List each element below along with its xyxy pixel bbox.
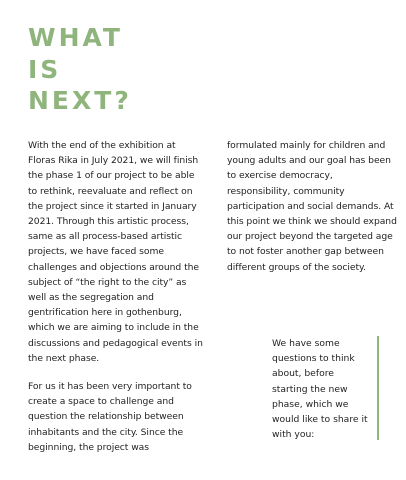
- body-paragraph: formulated mainly for children and young adults and our goal has been to exercise democracy, responsibility, community participation and social demands. At this point we think we should expand our project beyond the targeted age to not foster another gap between different groups of the society.: [227, 140, 397, 273]
- title-line-what: WHAT: [28, 23, 123, 52]
- callout-accent-bar: [377, 336, 379, 440]
- title-line-is: IS: [28, 54, 62, 84]
- callout-text: [272, 336, 368, 442]
- body-paragraph: With the end of the exhibition at Floras Rika in July 2021, we will finish the phase 1 of our project to be able to rethink, reevaluate and reflect on the project since it started in January 2021. Through this artistic process, same as all process-based artistic projects, we have faced some challenges and objections around the subject of “the right to the city” as well as the segregation and gentrification here in gothenburg, which we are aiming to include in the discussions and pedagogical events in the next phase.: [28, 140, 203, 364]
- callout-paragraph: We have some questions to think about, before starting the new phase, which we would like to share it with you:: [272, 338, 368, 441]
- left-text-column: [28, 138, 203, 455]
- right-text-column: [227, 138, 397, 275]
- body-paragraph: For us it has been very important to create a space to challenge and question the relationship between inhabitants and the city. Since the beginning, the project was: [28, 381, 192, 453]
- title-line-next: NEXT?: [28, 86, 132, 115]
- page-title: [28, 22, 132, 117]
